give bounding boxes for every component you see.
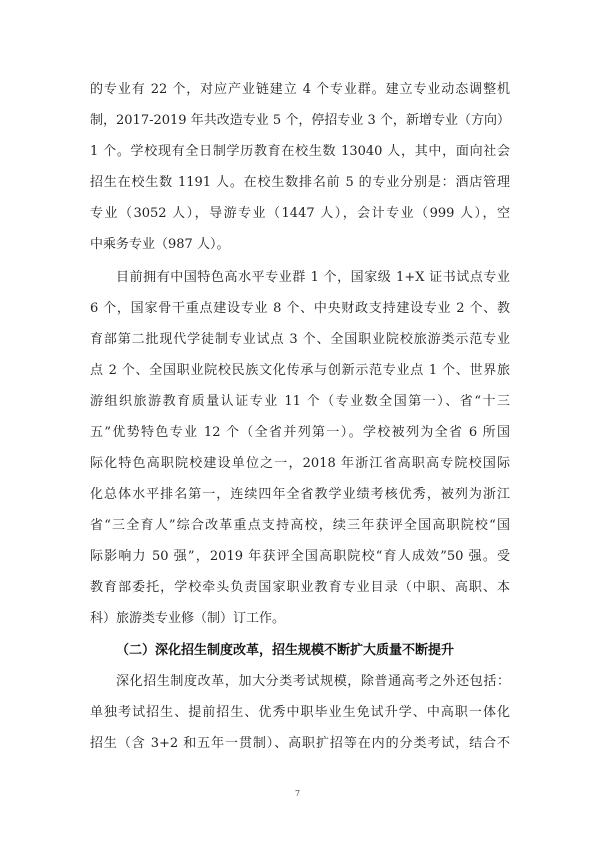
- paragraph-line: 的专业有 22 个，对应产业链建立 4 个专业群。建立专业动态调整机: [90, 82, 510, 97]
- paragraph-line: 际影响力 50 强”，2019 年获评全国高职院校“育人成效”50 强。受: [90, 549, 510, 564]
- paragraph-line: 中乘务专业（987 人）。: [90, 237, 230, 252]
- paragraph-line: 招生在校生数 1191 人。在校生数排名前 5 的专业分别是：酒店管理: [90, 175, 510, 190]
- page-number: 7: [294, 789, 301, 798]
- paragraph-line: 6 个，国家骨干重点建设专业 8 个、中央财政支持建设专业 2 个、教: [90, 301, 510, 316]
- paragraph-line: 点 2 个、全国职业院校民族文化传承与创新示范专业点 1 个、世界旅: [90, 363, 510, 378]
- paragraph-line: 招生（含 3+2 和五年一贯制）、高职扩招等在内的分类考试，结合不: [90, 736, 510, 751]
- paragraph-line: 制，2017-2019 年共改造专业 5 个，停招专业 3 个，新增专业（方向）: [90, 113, 510, 128]
- paragraph-line: 单独考试招生、提前招生、优秀中职毕业生免试升学、中高职一体化: [90, 705, 510, 720]
- paragraph-line: 游组织旅游教育质量认证专业 11 个（专业数全国第一）、省“十三: [90, 394, 510, 409]
- paragraph-line: 1 个。学校现有全日制学历教育在校生数 13040 人，其中，面向社会: [90, 144, 510, 159]
- paragraph-line: 化总体水平排名第一，连续四年全省教学业绩考核优秀，被列为浙江: [90, 487, 510, 502]
- paragraph-line: 五”优势特色专业 12 个（全省并列第一）。学校被列为全省 6 所国: [90, 425, 510, 440]
- paragraph-line: 目前拥有中国特色高水平专业群 1 个，国家级 1+X 证书试点专业: [116, 270, 510, 285]
- paragraph-line: 际化特色高职院校建设单位之一，2018 年浙江省高职高专院校国际: [90, 456, 510, 471]
- paragraph-line: 科）旅游类专业修（制）订工作。: [90, 611, 286, 626]
- paragraph-line: 教育部委托，学校牵头负责国家职业教育专业目录（中职、高职、本: [90, 580, 510, 595]
- paragraph-line: 省“三全育人”综合改革重点支持高校，续三年获评全国高职院校“国: [90, 518, 510, 533]
- paragraph-line: 育部第二批现代学徒制专业试点 3 个、全国职业院校旅游类示范专业: [90, 332, 510, 347]
- paragraph-line: 专业（3052 人），导游专业（1447 人），会计专业（999 人），空: [90, 206, 510, 221]
- paragraph-line: 深化招生制度改革，加大分类考试规模，除普通高考之外还包括：: [116, 674, 510, 689]
- section-heading: （二）深化招生制度改革，招生规模不断扩大质量不断提升: [116, 643, 455, 658]
